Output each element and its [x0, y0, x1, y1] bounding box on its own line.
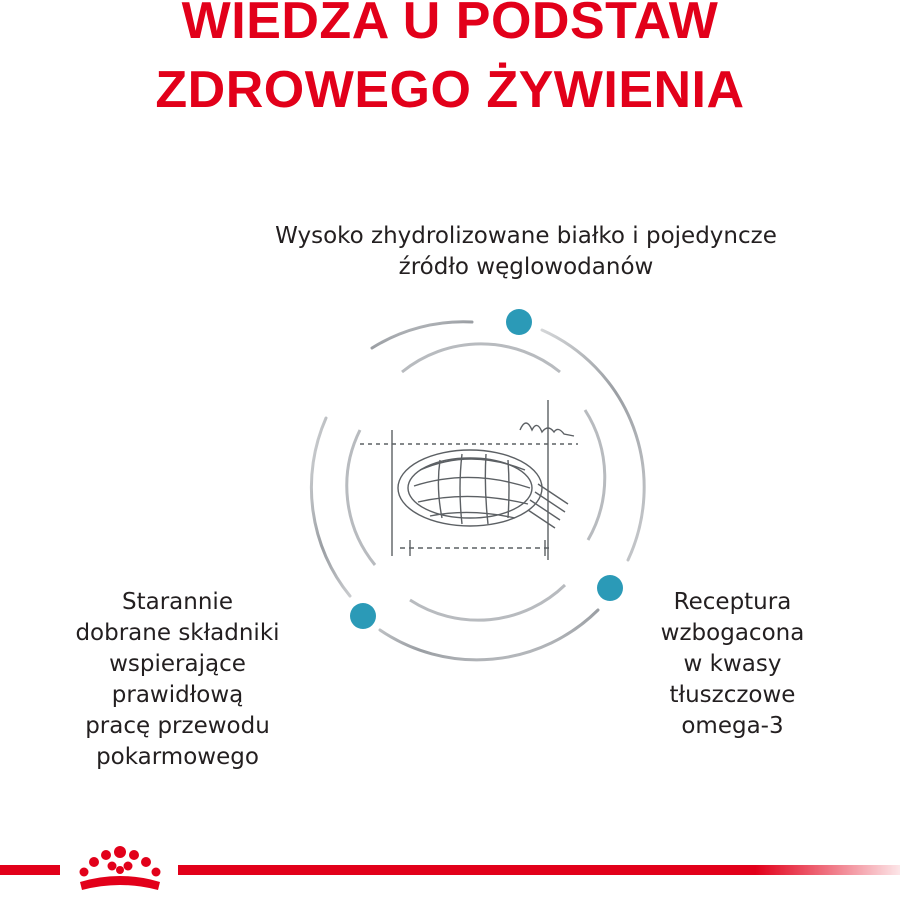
- feature-digestive-support: [40, 587, 315, 773]
- title-line-2: ZDROWEGO ŻYWIENIA: [155, 61, 745, 119]
- feature-omega-3: [600, 587, 865, 742]
- marker-left: [350, 603, 376, 629]
- feature-text-line: Starannie: [122, 589, 233, 615]
- feature-text-line: Receptura: [673, 589, 792, 615]
- feature-text-line: wzbogacona: [660, 620, 805, 646]
- feature-text-line: prawidłową: [111, 682, 244, 708]
- feature-text-line: pracę przewodu: [85, 713, 270, 739]
- feature-text-line: pokarmowego: [96, 744, 259, 770]
- kibble-sketch-icon: [360, 400, 578, 560]
- marker-top: [506, 309, 532, 335]
- feature-text-line: w kwasy: [683, 651, 782, 677]
- feature-text-line: Wysoko zhydrolizowane białko i pojedyncze: [275, 223, 777, 249]
- feature-hydrolyzed-protein: [188, 221, 864, 283]
- feature-text-line: tłuszczowe: [669, 682, 796, 708]
- feature-text-line: omega-3: [681, 713, 784, 739]
- feature-text-line: dobrane składniki: [75, 620, 280, 646]
- inner-ring: [347, 344, 605, 620]
- feature-text-line: źródło węglowodanów: [398, 254, 654, 280]
- royal-crown-logo-icon: [66, 842, 174, 896]
- feature-text-line: wspierające: [109, 651, 246, 677]
- title-line-1: WIEDZA U PODSTAW: [181, 0, 719, 50]
